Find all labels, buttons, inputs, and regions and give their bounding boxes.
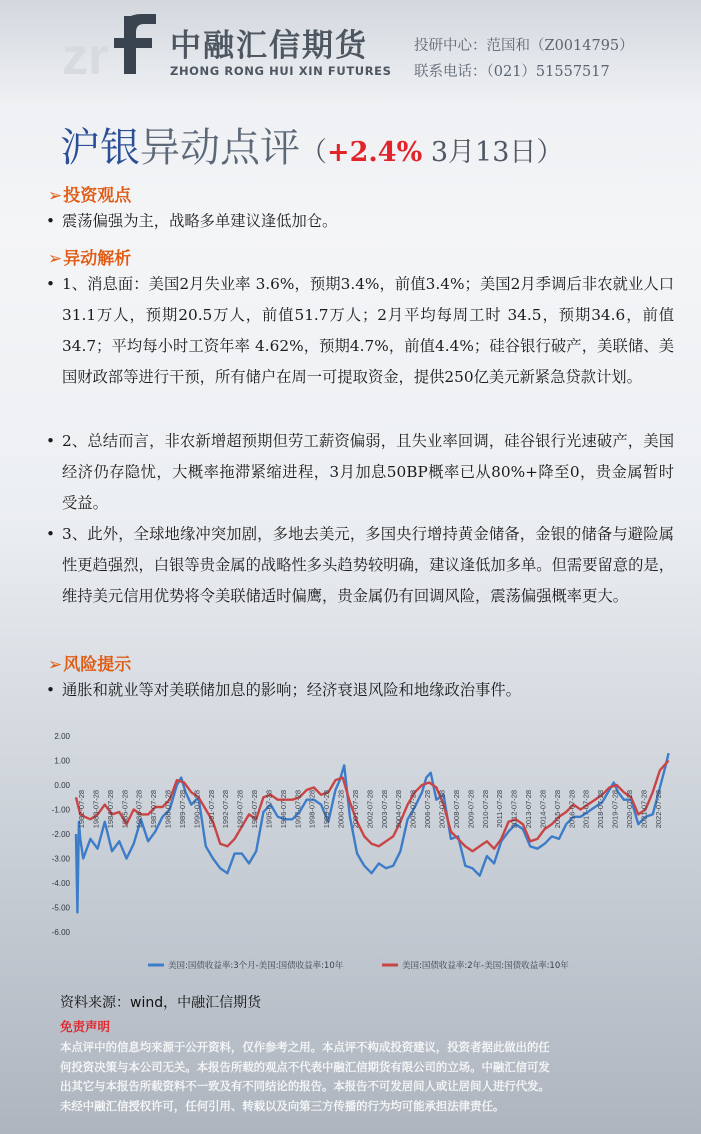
series-line-3m-10y xyxy=(76,753,669,912)
bullet-icon: • xyxy=(46,275,56,293)
x-tick-label: 1983-07-28 xyxy=(91,789,101,829)
arrow-icon: ➢ xyxy=(48,186,63,206)
x-tick-label: 1993-07-28 xyxy=(235,789,245,829)
x-tick-label: 1991-07-28 xyxy=(206,789,216,829)
analysis-item-1: • 1、消息面：美国2月失业率 3.6%，预期3.4%，前值3.4%；美国2月季调后非农就业人口 31.1万人，预期20.5万人，前值51.7万人；2月平均每周工时 34.5，预期34.6，前值34.7；平均每小时工资年率 4.62%，预期4.7%，前值4.4%；硅谷银行破产，美联储、美国财政部等进行干预，所有储户在周一可提取资金，提供250亿美元新紧急贷款计划。 xyxy=(46,269,674,393)
svg-text:zr: zr xyxy=(62,28,109,82)
price-change: +2.4% xyxy=(327,137,423,168)
x-tick-label: 1984-07-28 xyxy=(105,789,115,829)
y-tick-label: -1.00 xyxy=(51,805,70,815)
x-tick-label: 2009-07-28 xyxy=(466,789,476,829)
disclaimer-line: 本点评中的信息均来源于公开资料，仅作参考之用。本点评不构成投资建议，投资者据此做出的任 xyxy=(60,1040,550,1054)
x-tick-label: 2013-07-28 xyxy=(524,789,534,829)
company-name-en: ZHONG RONG HUI XIN FUTURES xyxy=(170,64,392,78)
y-tick-label: -5.00 xyxy=(51,903,70,913)
arrow-icon: ➢ xyxy=(48,249,63,269)
yield-spread-chart xyxy=(30,722,680,982)
section-heading-analysis: ➢异动解析 xyxy=(48,249,132,269)
x-tick-label: 2010-07-28 xyxy=(480,789,490,829)
x-tick-label: 1987-07-28 xyxy=(149,789,159,829)
bullet-icon: • xyxy=(46,212,56,230)
section-heading-view: ➢投资观点 xyxy=(48,186,132,206)
x-tick-label: 2019-07-28 xyxy=(610,789,620,829)
bullet-icon: • xyxy=(46,681,56,699)
x-tick-label: 1998-07-28 xyxy=(307,789,317,829)
y-tick-label: 1.00 xyxy=(54,756,70,766)
x-tick-label: 1989-07-28 xyxy=(177,789,187,829)
title-product: 沪银 xyxy=(60,125,140,171)
company-logo-mark xyxy=(62,10,162,82)
page-title xyxy=(60,116,563,173)
disclaimer-line: 未经中融汇信授权许可，任何引用、转载以及向第三方传播的行为均可能承担法律责任。 xyxy=(60,1098,505,1113)
x-tick-label: 1999-07-28 xyxy=(322,789,332,829)
disclaimer-line: 出其它与本报告所载资料不一致及有不同结论的报告。本报告不可发居间人或让居间人进行代发。 xyxy=(60,1079,550,1093)
analysis-item-2: • 2、总结而言，非农新增超预期但劳工薪资偏弱，且失业率回调，硅谷银行光速破产，美国经济仍存隐忧，大概率拖滞紧缩进程，3月加息50BP概率已从80%+降至0，贵金属暂时受益。 xyxy=(46,426,674,519)
x-tick-label: 2002-07-28 xyxy=(365,789,375,829)
y-tick-label: -4.00 xyxy=(51,879,70,888)
x-tick-label: 2007-07-28 xyxy=(437,789,447,829)
x-tick-label: 2008-07-28 xyxy=(451,789,461,829)
x-tick-label: 2014-07-28 xyxy=(538,789,548,829)
x-tick-label: 1992-07-28 xyxy=(221,789,231,829)
bullet-icon: • xyxy=(46,432,56,450)
x-tick-label: 1985-07-28 xyxy=(120,789,130,829)
data-source: 资料来源：wind，中融汇信期货 xyxy=(60,995,262,1011)
x-tick-label: 2020-07-28 xyxy=(624,789,634,829)
disclaimer-line: 何投资决策与本公司无关。本报告所载的观点不代表中融汇信期货有限公司的立场。中融汇信可发 xyxy=(60,1059,550,1074)
legend-label: 美国:国债收益率:3个月-美国:国债收益率:10年 xyxy=(168,961,344,971)
x-tick-label: 2004-07-28 xyxy=(394,789,404,829)
x-tick-label: 2011-07-28 xyxy=(495,789,505,828)
risk-bullet: • 通胀和就业等对美联储加息的影响；经济衰退风险和地缘政治事件。 xyxy=(46,675,674,706)
x-tick-label: 2012-07-28 xyxy=(509,789,519,829)
x-tick-label: 1996-07-28 xyxy=(278,789,288,829)
x-tick-label: 1990-07-28 xyxy=(192,789,202,829)
phone-contact: 联系电话：（021）51557517 xyxy=(414,64,610,80)
y-tick-label: -6.00 xyxy=(51,928,70,937)
x-tick-label: 2015-07-28 xyxy=(552,789,562,829)
disclaimer-title: 免责声明 xyxy=(60,1019,111,1034)
x-tick-label: 2000-07-28 xyxy=(336,789,346,829)
x-tick-label: 2006-07-28 xyxy=(423,789,433,829)
arrow-icon: ➢ xyxy=(48,655,63,675)
title-type: 异动点评 xyxy=(140,125,300,171)
view-bullet: • 震荡偏强为主，战略多单建议逢低加仓。 xyxy=(46,206,674,237)
legend-label: 美国:国债收益率:2年-美国:国债收益率:10年 xyxy=(402,961,569,971)
x-tick-label: 1997-07-28 xyxy=(293,789,303,829)
x-tick-label: 1982-07-28 xyxy=(77,789,87,829)
section-heading-risk: ➢风险提示 xyxy=(48,655,132,675)
x-tick-label: 2016-07-28 xyxy=(567,789,577,829)
x-tick-label: 1988-07-28 xyxy=(163,789,173,829)
researcher-contact: 投研中心：范国和（Z0014795） xyxy=(414,38,634,54)
analysis-item-3: • 3、此外，全球地缘冲突加剧，多地去美元，多国央行增持黄金储备，金银的储备与避险属性更趋强烈，白银等贵金属的战略性多头趋势较明确，建议逢低加多单。但需要留意的是，维持美元信用优势将令美联储适时偏鹰，贵金属仍有回调风险，震荡偏强概率更大。 xyxy=(46,519,674,612)
x-tick-label: 2001-07-28 xyxy=(351,789,361,829)
y-tick-label: 0.00 xyxy=(54,781,70,790)
disclaimer-text xyxy=(60,1038,640,1116)
x-tick-label: 2018-07-28 xyxy=(596,789,606,829)
title-paren: （ xyxy=(300,137,327,168)
x-tick-label: 2005-07-28 xyxy=(408,789,418,829)
x-tick-label: 2017-07-28 xyxy=(581,789,591,829)
x-tick-label: 2003-07-28 xyxy=(379,789,389,829)
title-date: 3月13日） xyxy=(422,137,564,168)
x-tick-label: 1995-07-28 xyxy=(264,789,274,829)
y-tick-label: -3.00 xyxy=(51,854,70,864)
x-tick-label: 1986-07-28 xyxy=(134,789,144,829)
x-tick-label: 1994-07-28 xyxy=(250,789,260,829)
y-tick-label: 2.00 xyxy=(54,732,70,741)
y-tick-label: -2.00 xyxy=(51,830,70,839)
bullet-icon: • xyxy=(46,525,56,543)
x-tick-label: 2021-07-28 xyxy=(639,789,649,829)
company-name-cn: 中融汇信期货 xyxy=(170,28,368,64)
x-tick-label: 2022-07-28 xyxy=(653,789,663,829)
